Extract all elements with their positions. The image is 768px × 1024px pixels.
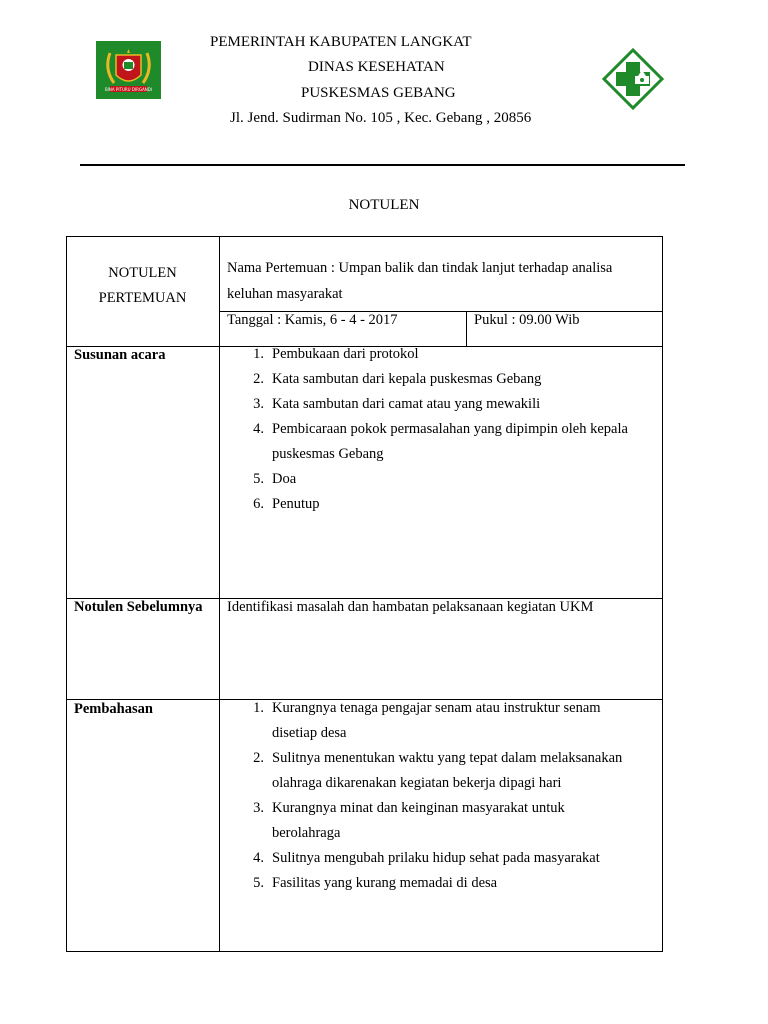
list-item [246,417,656,467]
list-item [246,392,656,417]
agenda-list [246,342,656,517]
table-border [66,236,67,952]
list-item-number: 2. [253,750,264,766]
meeting-name-line2: keluhan masyarakat [227,286,343,302]
list-item-number: 1. [253,700,264,716]
meeting-name-line1: Nama Pertemuan : Umpan balik dan tindak lanjut terhadap analisa [227,260,613,276]
list-item-text: Kata sambutan dari kepala puskesmas Gebang [272,371,542,387]
table-border [662,236,663,952]
list-item-text: Pembukaan dari protokol [272,346,419,362]
list-item-number: 3. [253,800,264,816]
list-item-text: olahraga dikarenakan kegiatan bekerja dipagi hari [272,775,562,791]
list-item [246,846,656,871]
list-item [246,696,656,746]
list-item-number: 4. [253,421,264,437]
svg-text:BINA PITURU DIRGANDI: BINA PITURU DIRGANDI [105,87,152,92]
list-item-number: 6. [253,496,264,512]
list-item [246,871,656,896]
header-address: Jl. Jend. Sudirman No. 105 , Kec. Gebang , 20856 [230,110,532,126]
list-item-text: Doa [272,471,297,487]
table-border [219,236,220,952]
list-item-number: 5. [253,875,264,891]
meeting-time: Pukul : 09.00 Wib [474,312,580,328]
list-item-number: 1. [253,346,264,362]
list-item-number: 4. [253,850,264,866]
list-item [246,796,656,846]
agenda-label: Susunan acara [74,347,166,363]
list-item-text: Sulitnya menentukan waktu yang tepat dalam melaksanakan [272,750,623,766]
meeting-date: Tanggal : Kamis, 6 - 4 - 2017 [227,312,398,328]
table-border [66,236,663,237]
list-item-text: Kata sambutan dari camat atau yang mewakili [272,396,541,412]
list-item-text: berolahraga [272,825,341,841]
previous-minutes-text: Identifikasi masalah dan hambatan pelaksanaan kegiatan UKM [227,599,594,615]
list-item-text: Fasilitas yang kurang memadai di desa [272,875,498,891]
previous-minutes-label: Notulen Sebelumnya [74,599,203,615]
list-item [246,367,656,392]
list-item-text: disetiap desa [272,725,347,741]
list-item-text: Penutup [272,496,320,512]
header-puskesmas: PUSKESMAS GEBANG [301,85,456,101]
table-border [66,951,663,952]
list-item-text: puskesmas Gebang [272,446,384,462]
list-item [246,467,656,492]
list-item-text: Kurangnya tenaga pengajar senam atau instruktur senam [272,700,601,716]
list-item-number: 5. [253,471,264,487]
list-item-text: Sulitnya mengubah prilaku hidup sehat pada masyarakat [272,850,600,866]
list-item [246,746,656,796]
list-item-text: Pembicaraan pokok permasalahan yang dipimpin oleh kepala [272,421,628,437]
header-department: DINAS KESEHATAN [308,59,445,75]
header-government: PEMERINTAH KABUPATEN LANGKAT [210,34,472,50]
discussion-list [246,696,656,896]
document-title: NOTULEN [348,197,420,213]
left-heading-line2: PERTEMUAN [98,290,187,306]
list-item-number: 3. [253,396,264,412]
list-item [246,492,656,517]
left-heading-line1: NOTULEN [108,265,177,281]
list-item-text: Kurangnya minat dan keinginan masyarakat untuk [272,800,565,816]
list-item-number: 2. [253,371,264,387]
list-item [246,342,656,367]
discussion-label: Pembahasan [74,701,153,717]
